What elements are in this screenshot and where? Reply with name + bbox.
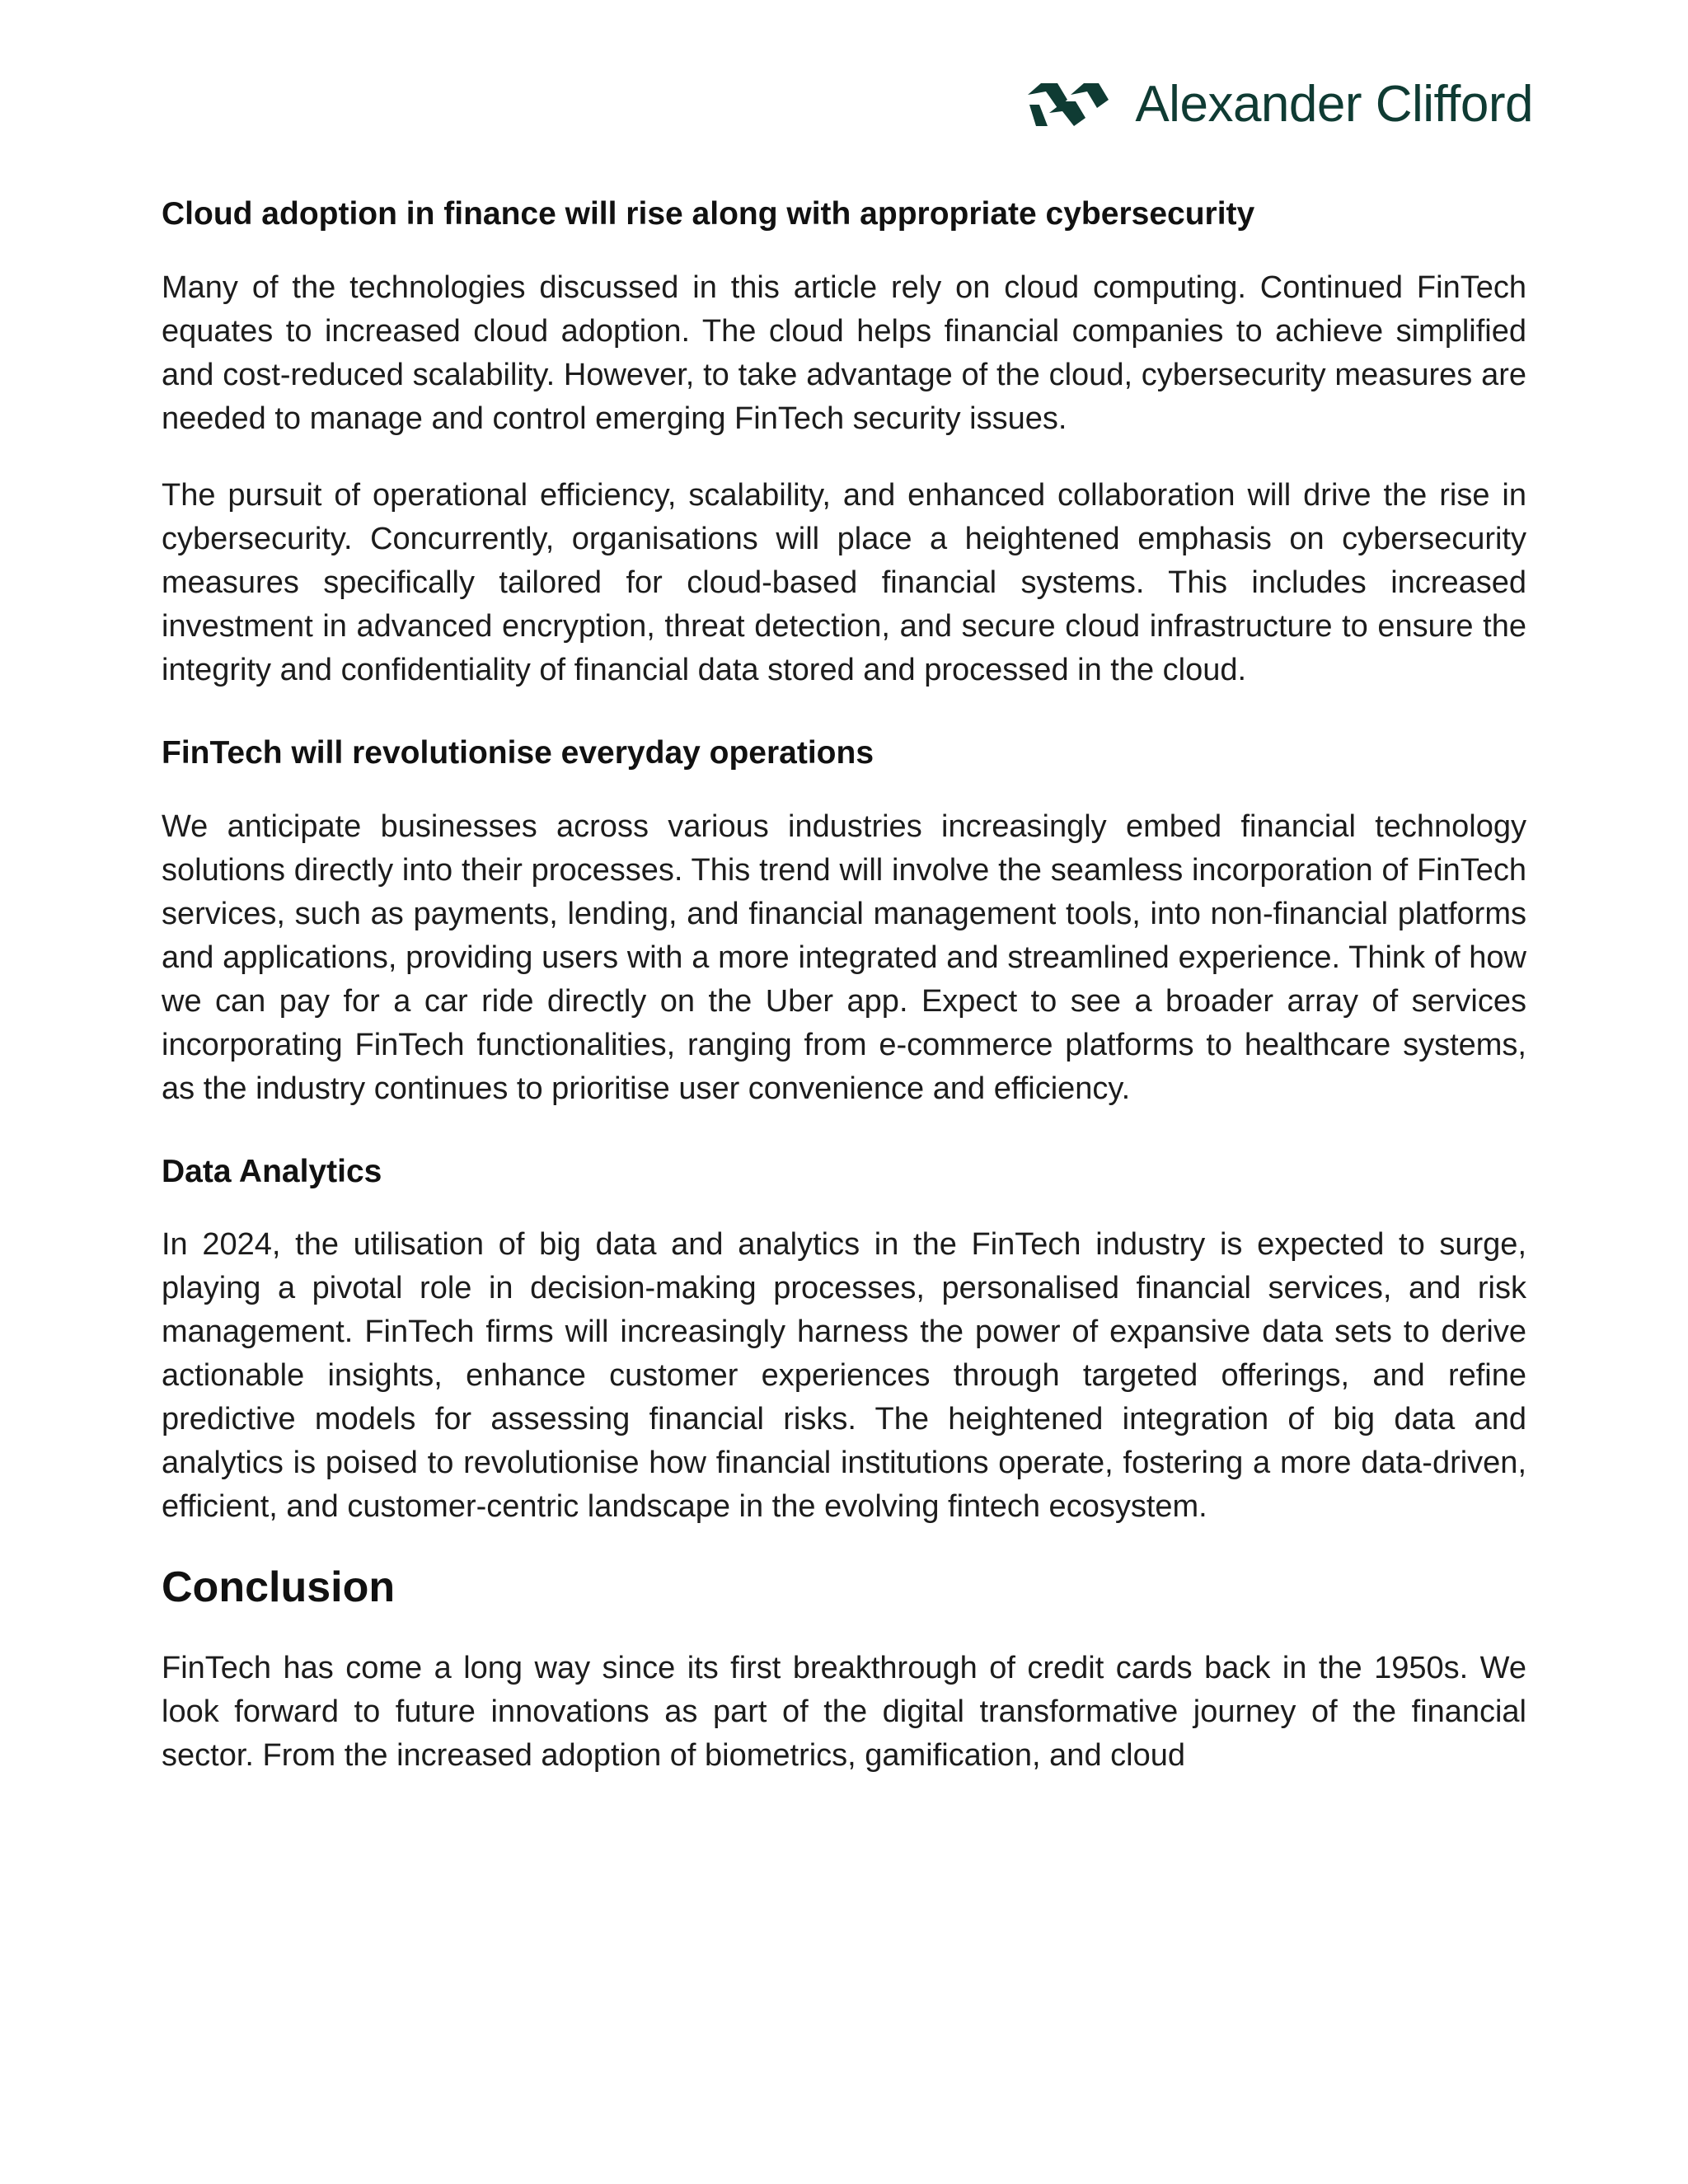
- section-heading-cloud-adoption: Cloud adoption in finance will rise along with appropriate cybersecurity: [162, 196, 1255, 232]
- logo-text: Alexander Clifford: [1135, 76, 1533, 133]
- conclusion-heading: Conclusion: [162, 1563, 396, 1612]
- paragraph: Many of the technologies discussed in this article rely on cloud computing. Continued FinTech equates to increased cloud adoption. The cloud helps financial companies to achieve simplified and cost-reduced scalability. However, to take advantage of the cloud, cybersecurity measures are needed to manage and control emerging FinTech security issues.: [162, 269, 1526, 436]
- section-heading-fintech-operations: FinTech will revolutionise everyday operations: [162, 734, 874, 771]
- document-body: [162, 194, 1526, 1811]
- brand-logo: [1025, 76, 1533, 133]
- conclusion-paragraph: FinTech has come a long way since its first breakthrough of credit cards back in the 1950s. We look forward to future innovations as part of the digital transformative journey of the financial sector. From the increased adoption of biometrics, gamification, and cloud: [162, 1650, 1526, 1773]
- paragraph: The pursuit of operational efficiency, scalability, and enhanced collaboration will drive the rise in cybersecurity. Concurrently, organisations will place a heightened emphasis on cybersecurity measures specifically tailored for cloud-based financial systems. This includes increased investment in advanced encryption, threat detection, and secure cloud infrastructure to ensure the integrity and confidentiality of financial data stored and processed in the cloud.: [162, 477, 1526, 687]
- paragraph: We anticipate businesses across various industries increasingly embed financial technology solutions directly into their processes. This trend will involve the seamless incorporation of FinTech services, such as payments, lending, and financial management tools, into non-financial platforms and applications, providing users with a more integrated and streamlined experience. Think of how we can pay for a car ride directly on the Uber app. Expect to see a broader array of services incorporating FinTech functionalities, ranging from e-commerce platforms to healthcare systems, as the industry continues to prioritise user convenience and efficiency.: [162, 808, 1526, 1106]
- section-heading-data-analytics: Data Analytics: [162, 1153, 382, 1189]
- alexander-clifford-logo-mark-icon: [1025, 80, 1112, 129]
- paragraph: In 2024, the utilisation of big data and analytics in the FinTech industry is expected to surge, playing a pivotal role in decision-making processes, personalised financial services, and risk management. FinTech firms will increasingly harness the power of expansive data sets to derive actionable insights, enhance customer experiences through targeted offerings, and refine predictive models for assessing financial risks. The heightened integration of big data and analytics is poised to revolutionise how financial institutions operate, fostering a more data-driven, efficient, and customer-centric landscape in the evolving fintech ecosystem.: [162, 1227, 1526, 1525]
